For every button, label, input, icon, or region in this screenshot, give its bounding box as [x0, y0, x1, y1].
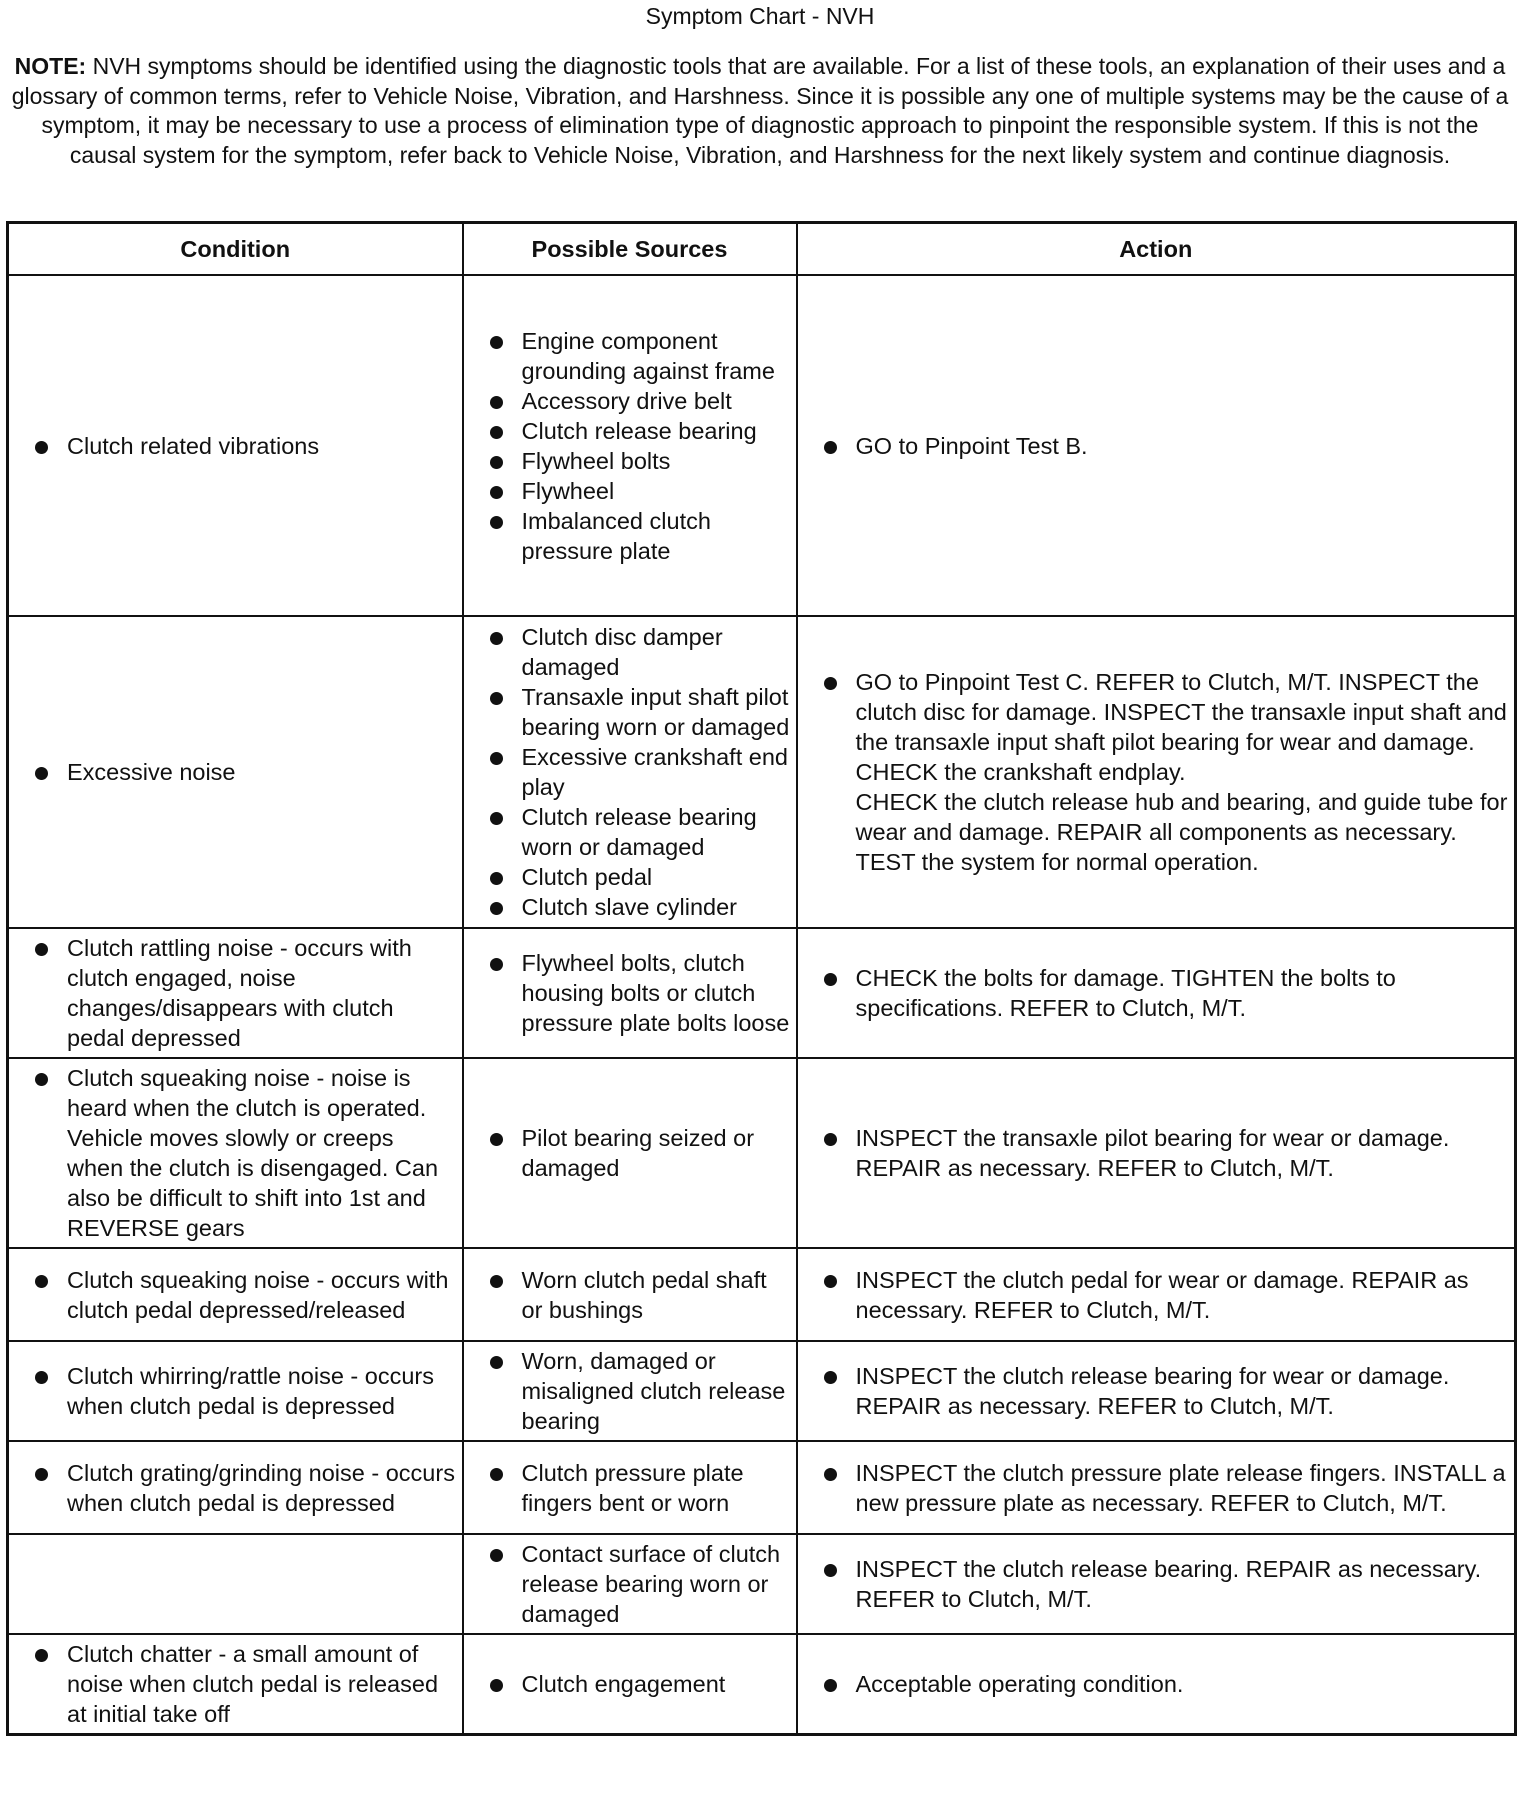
condition-list: [31, 757, 456, 787]
condition-cell: [8, 1634, 463, 1735]
action-item: GO to Pinpoint Test C. REFER to Clutch, M/T. INSPECT the clutch disc for damage. INSPECT the transaxle input shaft and the transaxle input shaft pilot bearing for wear and damage. CHECK the crankshaft endplay. CHECK the clutch release hub and bearing, and guide tube for wear and damage. REPAIR all components as necessary. TEST the system for normal operation.: [820, 667, 1509, 877]
header-action: Action: [797, 223, 1516, 276]
action-cell: [797, 1534, 1516, 1634]
sources-list: [486, 1669, 790, 1699]
condition-list: [31, 1361, 456, 1421]
source-item: Clutch disc damper damaged: [486, 622, 790, 682]
sources-cell: [463, 616, 797, 928]
source-item: Excessive crankshaft end play: [486, 742, 790, 802]
sources-cell: [463, 1248, 797, 1341]
source-item: Flywheel bolts, clutch housing bolts or clutch pressure plate bolts loose: [486, 948, 790, 1038]
action-item: Acceptable operating condition.: [820, 1669, 1509, 1699]
action-cell: [797, 1341, 1516, 1441]
note-paragraph: [0, 52, 1520, 170]
page-title: Symptom Chart - NVH: [645, 3, 875, 29]
condition-cell: [8, 1534, 463, 1634]
condition-list: [31, 1063, 456, 1243]
condition-list: [31, 1639, 456, 1729]
table-row: [8, 1341, 1516, 1441]
source-item: Pilot bearing seized or damaged: [486, 1123, 790, 1183]
sources-cell: [463, 928, 797, 1058]
action-item: INSPECT the clutch pedal for wear or damage. REPAIR as necessary. REFER to Clutch, M/T.: [820, 1265, 1509, 1325]
action-cell: [797, 1441, 1516, 1534]
condition-cell: [8, 1341, 463, 1441]
sources-cell: [463, 1058, 797, 1248]
condition-list: [31, 431, 456, 461]
source-item: Accessory drive belt: [486, 386, 790, 416]
action-cell: [797, 928, 1516, 1058]
sources-list: [486, 1123, 790, 1183]
action-item: INSPECT the clutch release bearing. REPAIR as necessary. REFER to Clutch, M/T.: [820, 1554, 1509, 1614]
source-item: Flywheel bolts: [486, 446, 790, 476]
sources-cell: [463, 1634, 797, 1735]
sources-list: [486, 1458, 790, 1518]
action-cell: [797, 275, 1516, 616]
sources-list: [486, 326, 790, 566]
condition-list: [31, 1458, 456, 1518]
sources-list: [486, 948, 790, 1038]
condition-item: Clutch squeaking noise - occurs with clutch pedal depressed/released: [31, 1265, 456, 1325]
note-text: NVH symptoms should be identified using the diagnostic tools that are available. For a list of these tools, an explanation of their uses and a glossary of common terms, refer to Vehicle Noise, Vibration, and Harshness. Since it is possible any one of multiple systems may be the cause of a symptom, it may be necessary to use a process of elimination type of diagnostic approach to pinpoint the responsible system. If this is not the causal system for the symptom, refer back to Vehicle Noise, Vibration, and Harshness for the next likely system and continue diagnosis.: [11, 53, 1509, 168]
sources-list: [486, 1346, 790, 1436]
condition-item: Clutch grating/grinding noise - occurs when clutch pedal is depressed: [31, 1458, 456, 1518]
condition-cell: [8, 1248, 463, 1341]
table-row: [8, 1634, 1516, 1735]
sources-cell: [463, 1534, 797, 1634]
condition-cell: [8, 1058, 463, 1248]
action-cell: [797, 1058, 1516, 1248]
table-row: [8, 275, 1516, 616]
sources-list: [486, 622, 790, 922]
source-item: Contact surface of clutch release bearing worn or damaged: [486, 1539, 790, 1629]
source-item: Clutch pedal: [486, 862, 790, 892]
note-label: NOTE:: [14, 53, 87, 79]
condition-item: Clutch rattling noise - occurs with clutch engaged, noise changes/disappears with clutch pedal depressed: [31, 933, 456, 1053]
action-item: GO to Pinpoint Test B.: [820, 431, 1509, 461]
symptom-table: [6, 221, 1517, 1736]
condition-list: [31, 933, 456, 1053]
source-item: Transaxle input shaft pilot bearing worn or damaged: [486, 682, 790, 742]
table-header-row: [8, 223, 1516, 276]
condition-item: Clutch related vibrations: [31, 431, 456, 461]
action-item: INSPECT the clutch pressure plate release fingers. INSTALL a new pressure plate as necessary. REFER to Clutch, M/T.: [820, 1458, 1509, 1518]
sources-list: [486, 1539, 790, 1629]
action-item: INSPECT the clutch release bearing for wear or damage. REPAIR as necessary. REFER to Clutch, M/T.: [820, 1361, 1509, 1421]
sources-cell: [463, 1441, 797, 1534]
table-row: [8, 1534, 1516, 1634]
condition-list: [31, 1265, 456, 1325]
condition-item: Clutch chatter - a small amount of noise when clutch pedal is released at initial take off: [31, 1639, 456, 1729]
action-cell: [797, 616, 1516, 928]
condition-cell: [8, 616, 463, 928]
source-item: Clutch release bearing: [486, 416, 790, 446]
source-item: Flywheel: [486, 476, 790, 506]
condition-item: Clutch whirring/rattle noise - occurs when clutch pedal is depressed: [31, 1361, 456, 1421]
source-item: Clutch slave cylinder: [486, 892, 790, 922]
source-item: Imbalanced clutch pressure plate: [486, 506, 790, 566]
source-item: Worn clutch pedal shaft or bushings: [486, 1265, 790, 1325]
condition-cell: [8, 928, 463, 1058]
source-item: Clutch engagement: [486, 1669, 790, 1699]
action-cell: [797, 1634, 1516, 1735]
condition-item: Clutch squeaking noise - noise is heard when the clutch is operated. Vehicle moves slowly or creeps when the clutch is disengaged. Can also be difficult to shift into 1st and REVERSE gears: [31, 1063, 456, 1243]
condition-cell: [8, 275, 463, 616]
header-condition: Condition: [8, 223, 463, 276]
sources-list: [486, 1265, 790, 1325]
condition-cell: [8, 1441, 463, 1534]
source-item: Worn, damaged or misaligned clutch release bearing: [486, 1346, 790, 1436]
table-row: [8, 1248, 1516, 1341]
sources-cell: [463, 275, 797, 616]
header-possible-sources: Possible Sources: [463, 223, 797, 276]
source-item: Clutch pressure plate fingers bent or worn: [486, 1458, 790, 1518]
action-item: INSPECT the transaxle pilot bearing for wear or damage. REPAIR as necessary. REFER to Clutch, M/T.: [820, 1123, 1509, 1183]
condition-item: Excessive noise: [31, 757, 456, 787]
table-row: [8, 616, 1516, 928]
table-row: [8, 1058, 1516, 1248]
table-row: [8, 1441, 1516, 1534]
table-row: [8, 928, 1516, 1058]
action-cell: [797, 1248, 1516, 1341]
action-item: CHECK the bolts for damage. TIGHTEN the bolts to specifications. REFER to Clutch, M/T.: [820, 963, 1509, 1023]
sources-cell: [463, 1341, 797, 1441]
source-item: Clutch release bearing worn or damaged: [486, 802, 790, 862]
source-item: Engine component grounding against frame: [486, 326, 790, 386]
